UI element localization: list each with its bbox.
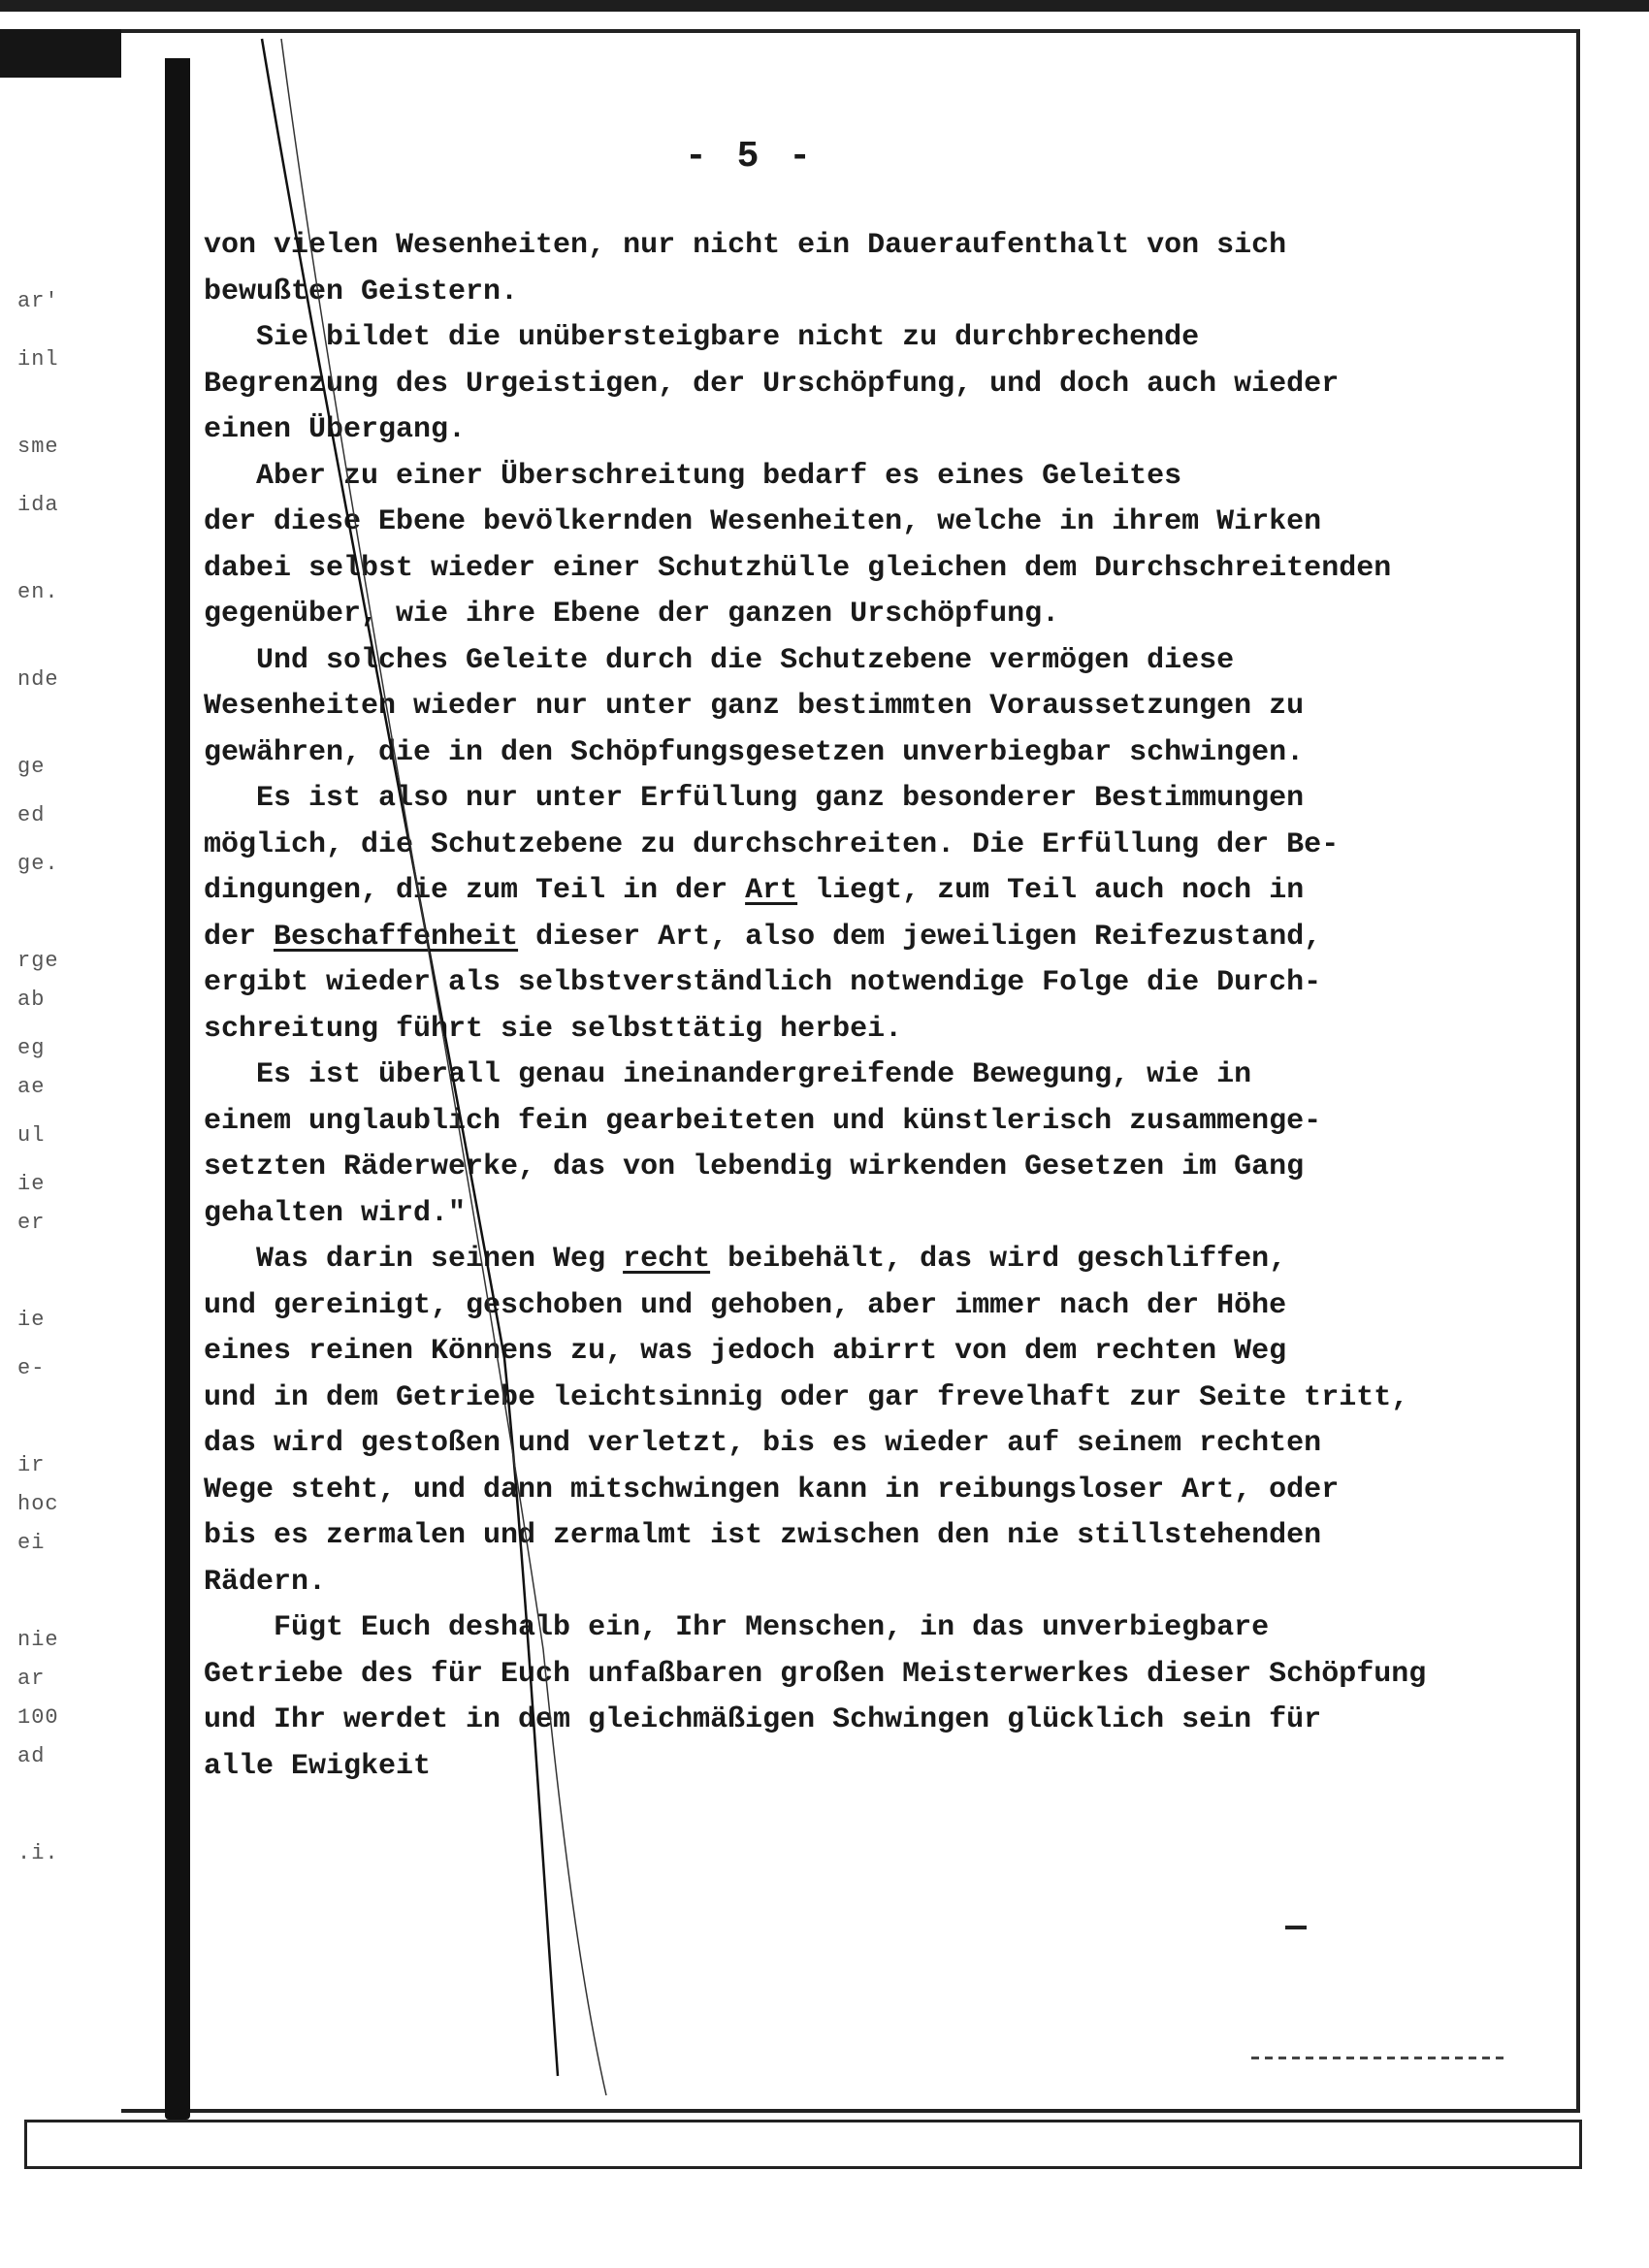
text-line: gehalten wird."	[204, 1196, 467, 1230]
text-line: dingungen, die zum Teil in der Art liegt, zum Teil auch noch in	[204, 874, 1305, 907]
text-line: möglich, die Schutzebene zu durchschreiten. Die Erfüllung der Be-	[204, 827, 1340, 861]
text-line: bis es zermalen und zermalmt ist zwischen den nie stillstehenden	[204, 1519, 1322, 1552]
page-number: - 5 -	[685, 136, 816, 178]
text-line: Es ist überall genau ineinandergreifende Bewegung, wie in	[204, 1058, 1252, 1091]
text-line: setzten Räderwerke, das von lebendig wirkenden Gesetzen im Gang	[204, 1150, 1305, 1183]
text-line: dabei selbst wieder einer Schutzhülle gleichen dem Durchschreitenden	[204, 551, 1392, 585]
text-line: alle Ewigkeit	[204, 1749, 432, 1783]
text-line: einen Übergang.	[204, 413, 467, 446]
text-line: Und solches Geleite durch die Schutzebene vermögen diese	[204, 643, 1235, 677]
underlined-word: Beschaffenheit	[274, 920, 519, 954]
text-line: Was darin seinen Weg recht beibehält, das wird geschliffen,	[204, 1243, 1287, 1276]
text-line: bewußten Geistern.	[204, 275, 519, 308]
text-line: Sie bildet die unübersteigbare nicht zu durchbrechende	[204, 321, 1200, 354]
text-line: Wesenheiten wieder nur unter ganz bestimmten Voraussetzungen zu	[204, 690, 1305, 723]
text-line: der diese Ebene bevölkernden Wesenheiten, welche in ihrem Wirken	[204, 505, 1322, 538]
scanned-page: ar' inl sme ida en. nde ge ed ge. rge ab eg ae ul ie er ie e- ir hoc ei nie ar 100 ad .i. - 5 - von vielen Wesenheiten, nur nicht ein Daueraufenthalt von sich bewußten Geistern. Sie bildet die unübersteigbare nicht zu durchbrechende Begrenzung des Urgeistigen, der Urschöpfung, und doch auch wieder einen Übergang. Aber zu einer Überschreitung bedarf es eines Geleites der diese Ebene bevölkernden Wesenheiten, welche in ihrem Wirken dabei selbst wieder einer Schutzhülle gleichen dem Durchschreitenden gegenüber, wie ihre Ebene der ganzen Urschöpfung. Und solches Geleite durch die Schutzebene vermögen diese Wesenheiten wieder nur unter ganz bestimmten Voraussetzungen zu gewähren, die in den Schöpfungsgesetzen unverbiegbar schwingen. Es ist also nur unter Erfüllung ganz besonderer Bestimmungen möglich, die Schutzebene zu durchschreiten. Die Erfüllung der Be- dingungen, die zum Teil in der Art liegt, zum Teil auch noch in der Beschaffenheit dieser Art, also dem jeweiligen Reifezustand, ergibt wieder als selbstverständlich notwendige Folge die Durch- schreitung führt sie selbsttätig herbei. Es ist überall genau ineinandergreifende Bewegung, wie in einem unglaublich fein gearbeiteten und künstlerisch zusammenge- setzten Räderwerke, das von lebendig wirkenden Gesetzen im Gang gehalten wird." Was darin seinen Weg recht beibehält, das wird geschliffen, und gereinigt, geschoben und gehoben, aber immer nach der Höhe eines reinen Könnens zu, was jedoch abirrt von dem rechten Weg und in dem Getriebe leichtsinnig oder gar frevelhaft zur Seite tritt, das wird gestoßen und verletzt, bis es wieder auf seinem rechten Wege steht, und dann mitschwingen kann in reibungsloser Art, oder bis es zermalen und zermalmt ist zwischen den nie stillstehenden Rädern. Fügt Euch deshalb ein, Ihr Menschen, in das unverbiegbare Getriebe des für Euch unfaßbaren großen Meisterwerkes dieser Schöpfung und Ihr werdet in dem gleichmäßigen Schwingen glücklich sein für alle Ewigkeit	[0, 0, 1649, 2268]
text-line: einem unglaublich fein gearbeiteten und künstlerisch zusammenge-	[204, 1104, 1322, 1138]
text-line: der Beschaffenheit dieser Art, also dem jeweiligen Reifezustand,	[204, 920, 1322, 954]
text-line: ergibt wieder als selbstverständlich notwendige Folge die Durch-	[204, 966, 1322, 999]
text-line: Fügt Euch deshalb ein, Ihr Menschen, in das unverbiegbare	[204, 1611, 1270, 1644]
text-line: Begrenzung des Urgeistigen, der Urschöpfung, und doch auch wieder	[204, 367, 1340, 401]
underlined-word: recht	[623, 1243, 711, 1276]
text-line: von vielen Wesenheiten, nur nicht ein Daueraufenthalt von sich	[204, 229, 1287, 262]
text-line: eines reinen Könnens zu, was jedoch abirrt von dem rechten Weg	[204, 1335, 1287, 1368]
text-line: Getriebe des für Euch unfaßbaren großen Meisterwerkes dieser Schöpfung	[204, 1657, 1427, 1691]
text-line: schreitung führt sie selbsttätig herbei.	[204, 1012, 903, 1046]
text-line: gewähren, die in den Schöpfungsgesetzen unverbiegbar schwingen.	[204, 735, 1305, 769]
text-line: das wird gestoßen und verletzt, bis es wieder auf seinem rechten	[204, 1427, 1322, 1460]
text-line: und gereinigt, geschoben und gehoben, aber immer nach der Höhe	[204, 1288, 1287, 1322]
text-line: Wege steht, und dann mitschwingen kann in reibungsloser Art, oder	[204, 1473, 1340, 1507]
text-line: Aber zu einer Überschreitung bedarf es eines Geleites	[204, 459, 1182, 493]
text-line: Es ist also nur unter Erfüllung ganz besonderer Bestimmungen	[204, 782, 1305, 815]
text-line: gegenüber, wie ihre Ebene der ganzen Urschöpfung.	[204, 598, 1060, 631]
underlined-word: Art	[745, 874, 798, 907]
text-line: und Ihr werdet in dem gleichmäßigen Schwingen glücklich sein für	[204, 1703, 1322, 1736]
text-line: und in dem Getriebe leichtsinnig oder gar frevelhaft zur Seite tritt,	[204, 1380, 1409, 1414]
text-line: Rädern.	[204, 1565, 327, 1599]
